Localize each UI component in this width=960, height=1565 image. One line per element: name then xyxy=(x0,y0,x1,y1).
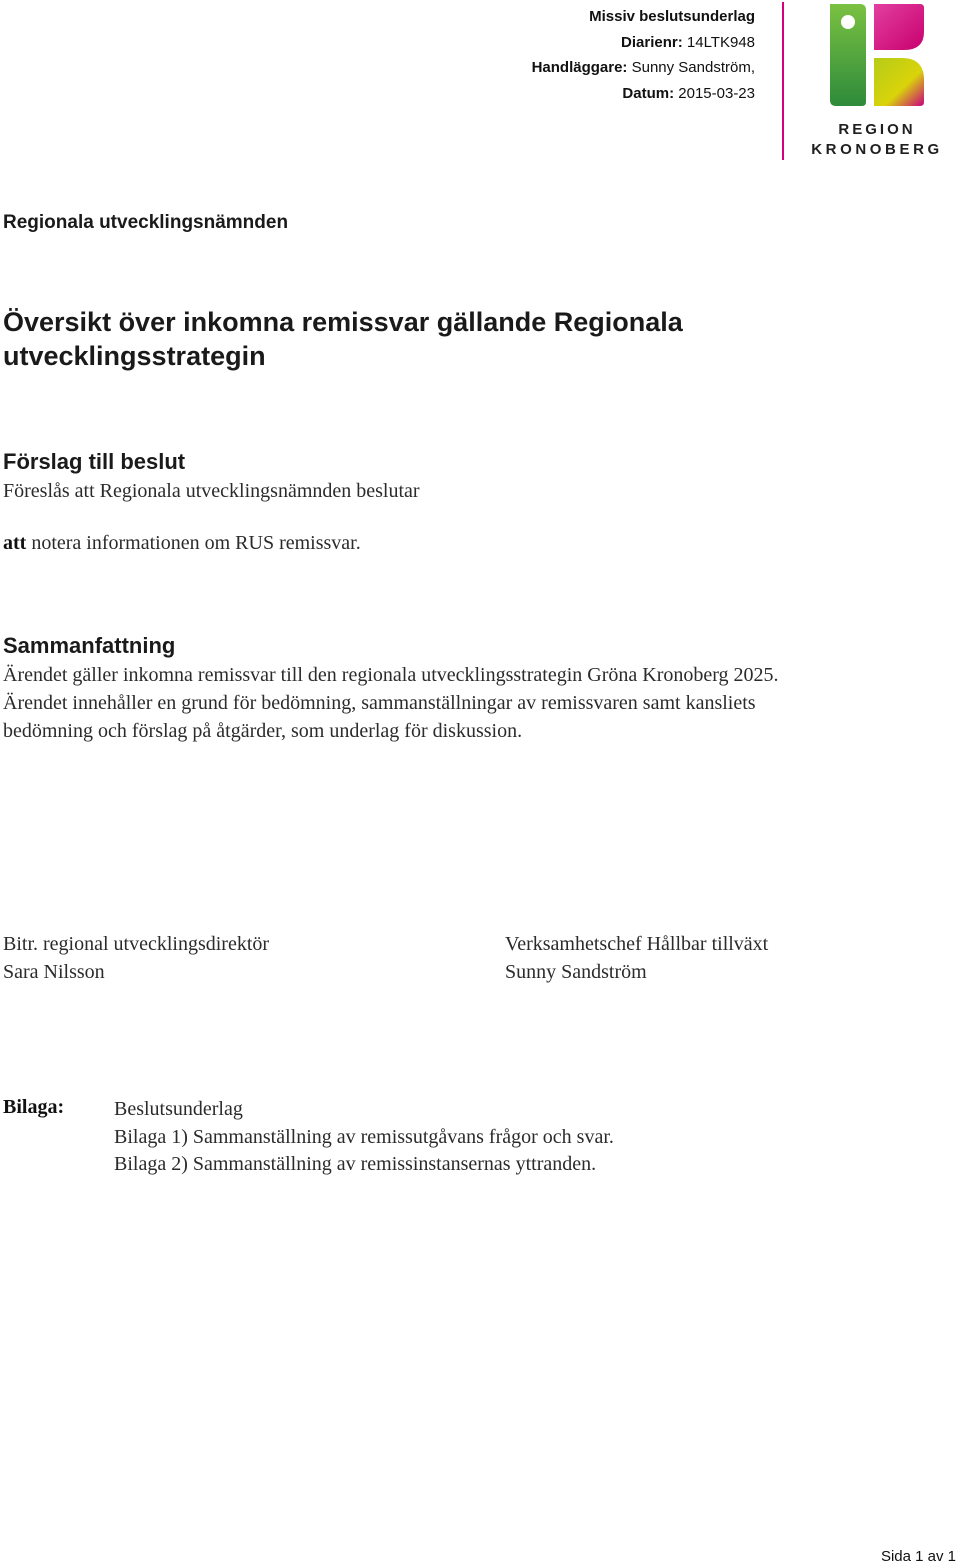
page-number: Sida 1 av 1 xyxy=(880,1548,956,1565)
proposal-heading: Förslag till beslut xyxy=(3,449,186,474)
diarienr: Diarienr: 14LTK948 xyxy=(621,33,755,51)
datum: Datum: 2015-03-23 xyxy=(622,84,755,102)
document-meta xyxy=(532,4,755,106)
signature-name: Sunny Sandström xyxy=(505,961,647,983)
attachments-label: Bilaga: xyxy=(3,1096,65,1118)
signature-role: Verksamhetschef Hållbar tillväxt xyxy=(505,933,769,955)
signature-name: Sara Nilsson xyxy=(3,961,105,983)
logo-text-region: REGION xyxy=(838,121,916,138)
signature-role: Bitr. regional utvecklingsdirektör xyxy=(3,933,270,955)
attachments-list xyxy=(114,1096,614,1179)
signature-left xyxy=(3,930,269,986)
logo-text-kronoberg: KRONOBERG xyxy=(811,141,943,158)
attachment-item: Bilaga 1) Sammanställning av remissutgåvans frågor och svar. xyxy=(114,1125,614,1148)
attachment-item: Beslutsunderlag xyxy=(114,1098,243,1120)
doc-type: Missiv beslutsunderlag xyxy=(589,8,755,25)
attachment-item: Bilaga 2) Sammanställning av remissinstansernas yttranden. xyxy=(114,1153,597,1175)
att-keyword: att xyxy=(3,532,27,554)
decision-text: notera informationen om RUS remissvar. xyxy=(31,532,361,554)
handlaggare: Handläggare: Sunny Sandström, xyxy=(531,59,755,76)
summary-text: Ärendet gäller inkomna remissvar till den regionala utvecklingsstrategin Gröna Kronoberg 2025. Ärendet innehåller en grund för bedömning, sammanställningar av remissvaren samt kansliets bedömning och förslag på åtgärder, som underlag för diskussion. xyxy=(3,664,779,742)
summary-heading: Sammanfattning xyxy=(3,633,176,658)
committee-name: Regionala utvecklingsnämnden xyxy=(3,212,289,233)
header-divider xyxy=(782,2,784,160)
proposal-decision xyxy=(3,529,361,557)
page-title: Översikt över inkomna remissvar gällande Regionala utvecklingsstrategin xyxy=(3,307,683,371)
signature-right xyxy=(505,930,768,986)
region-kronoberg-logo-icon xyxy=(826,2,926,108)
proposal-intro: Föreslås att Regionala utvecklingsnämnden beslutar xyxy=(3,480,420,502)
